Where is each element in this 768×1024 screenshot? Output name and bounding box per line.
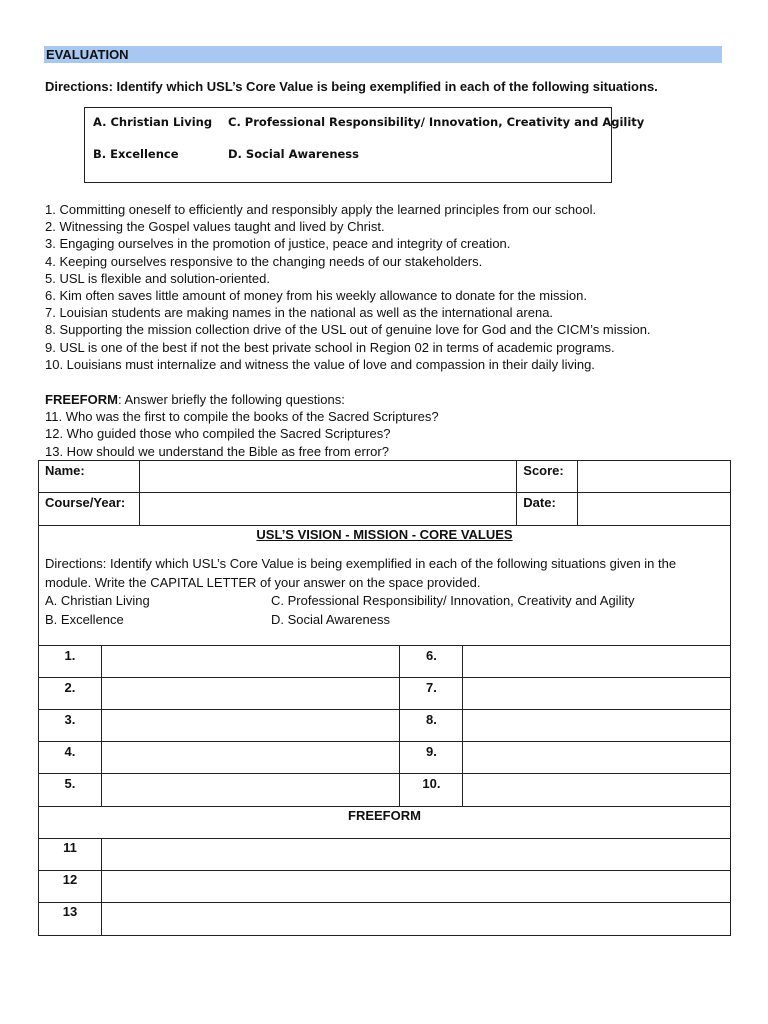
list-item: 8. Supporting the mission collection drive of the USL out of genuine love for God and the CICM’s mission. [45, 322, 651, 338]
answer-sheet-instructions [39, 526, 731, 646]
sheet-option-d: D. Social Awareness [271, 611, 390, 627]
sheet-option-b: B. Excellence [45, 611, 124, 627]
evaluation-directions: Directions: Identify which USL’s Core Value is being exemplified in each of the following situations. [45, 79, 658, 94]
list-item: 7. Louisian students are making names in the national as well as the international arena. [45, 305, 554, 321]
answer-number: 10. [400, 774, 463, 807]
date-label: Date: [517, 493, 578, 526]
answer-number: 6. [400, 646, 463, 678]
evaluation-items [45, 201, 651, 373]
option-b: B. Excellence [93, 147, 179, 161]
course-year-field[interactable] [139, 493, 516, 526]
freeform-label: FREEFORM [45, 392, 118, 407]
freeform-title: FREEFORM [39, 807, 731, 839]
answer-grid [38, 645, 731, 936]
table-row [39, 903, 731, 936]
answer-number: 1. [39, 646, 102, 678]
list-item: 11. Who was the first to compile the books of the Sacred Scriptures? [45, 409, 439, 425]
list-item: 2. Witnessing the Gospel values taught and lived by Christ. [45, 219, 385, 235]
answer-sheet-options [45, 592, 724, 629]
course-year-label: Course/Year: [39, 493, 140, 526]
freeform-section [45, 391, 439, 460]
option-d: D. Social Awareness [228, 147, 359, 161]
answer-field-2[interactable] [101, 678, 400, 710]
answer-field-5[interactable] [101, 774, 400, 807]
freeform-answer-13[interactable] [101, 903, 730, 936]
answer-number: 11 [39, 839, 102, 871]
list-item: 13. How should we understand the Bible as free from error? [45, 443, 389, 459]
answer-number: 12 [39, 871, 102, 903]
student-info-table [38, 460, 731, 646]
answer-number: 5. [39, 774, 102, 807]
score-label: Score: [517, 461, 578, 493]
answer-sheet-title: USL’S VISION - MISSION - CORE VALUES [256, 527, 513, 542]
evaluation-heading: EVALUATION [44, 46, 722, 63]
score-field[interactable] [578, 461, 731, 493]
list-item: 4. Keeping ourselves responsive to the changing needs of our stakeholders. [45, 253, 483, 269]
name-label: Name: [39, 461, 140, 493]
answer-field-9[interactable] [463, 742, 731, 774]
sheet-option-a: A. Christian Living [45, 593, 150, 608]
option-a: A. Christian Living [93, 115, 213, 129]
answer-field-1[interactable] [101, 646, 400, 678]
answer-sheet-directions: Directions: Identify which USL’s Core Value is being exemplified in each of the following situations given in the module. Write the CAPITAL LETTER of your answer on the space provided. [45, 556, 677, 590]
table-row [39, 710, 731, 742]
date-field[interactable] [578, 493, 731, 526]
list-item: 6. Kim often saves little amount of money from his weekly allowance to donate for the mission. [45, 288, 587, 304]
freeform-answer-12[interactable] [101, 871, 730, 903]
list-item: 10. Louisians must internalize and witness the value of love and compassion in their daily living. [45, 356, 595, 372]
freeform-intro-text: : Answer briefly the following questions: [117, 392, 345, 407]
name-field[interactable] [139, 461, 516, 493]
table-row [39, 774, 731, 807]
sheet-option-c: C. Professional Responsibility/ Innovation, Creativity and Agility [271, 593, 635, 608]
table-row [39, 678, 731, 710]
list-item: 3. Engaging ourselves in the promotion of justice, peace and integrity of creation. [45, 236, 511, 252]
answer-number: 8. [400, 710, 463, 742]
answer-number: 7. [400, 678, 463, 710]
table-row [39, 807, 731, 839]
list-item: 1. Committing oneself to efficiently and responsibly apply the learned principles from our school. [45, 202, 597, 217]
list-item: 5. USL is flexible and solution-oriented. [45, 270, 270, 286]
answer-field-6[interactable] [463, 646, 731, 678]
list-item: 9. USL is one of the best if not the best private school in Region 02 in terms of academic programs. [45, 339, 615, 355]
answer-field-4[interactable] [101, 742, 400, 774]
answer-number: 13 [39, 903, 102, 936]
answer-number: 4. [39, 742, 102, 774]
table-row [39, 646, 731, 678]
option-c: C. Professional Responsibility/ Innovation, Creativity and Agility [228, 115, 645, 129]
options-box [84, 107, 645, 183]
freeform-answer-11[interactable] [101, 839, 730, 871]
table-row [39, 742, 731, 774]
table-row [39, 839, 731, 871]
table-row [39, 871, 731, 903]
list-item: 12. Who guided those who compiled the Sacred Scriptures? [45, 426, 391, 442]
answer-field-8[interactable] [463, 710, 731, 742]
answer-number: 2. [39, 678, 102, 710]
answer-number: 3. [39, 710, 102, 742]
answer-field-7[interactable] [463, 678, 731, 710]
answer-field-10[interactable] [463, 774, 731, 807]
answer-field-3[interactable] [101, 710, 400, 742]
answer-number: 9. [400, 742, 463, 774]
freeform-intro [45, 391, 439, 408]
